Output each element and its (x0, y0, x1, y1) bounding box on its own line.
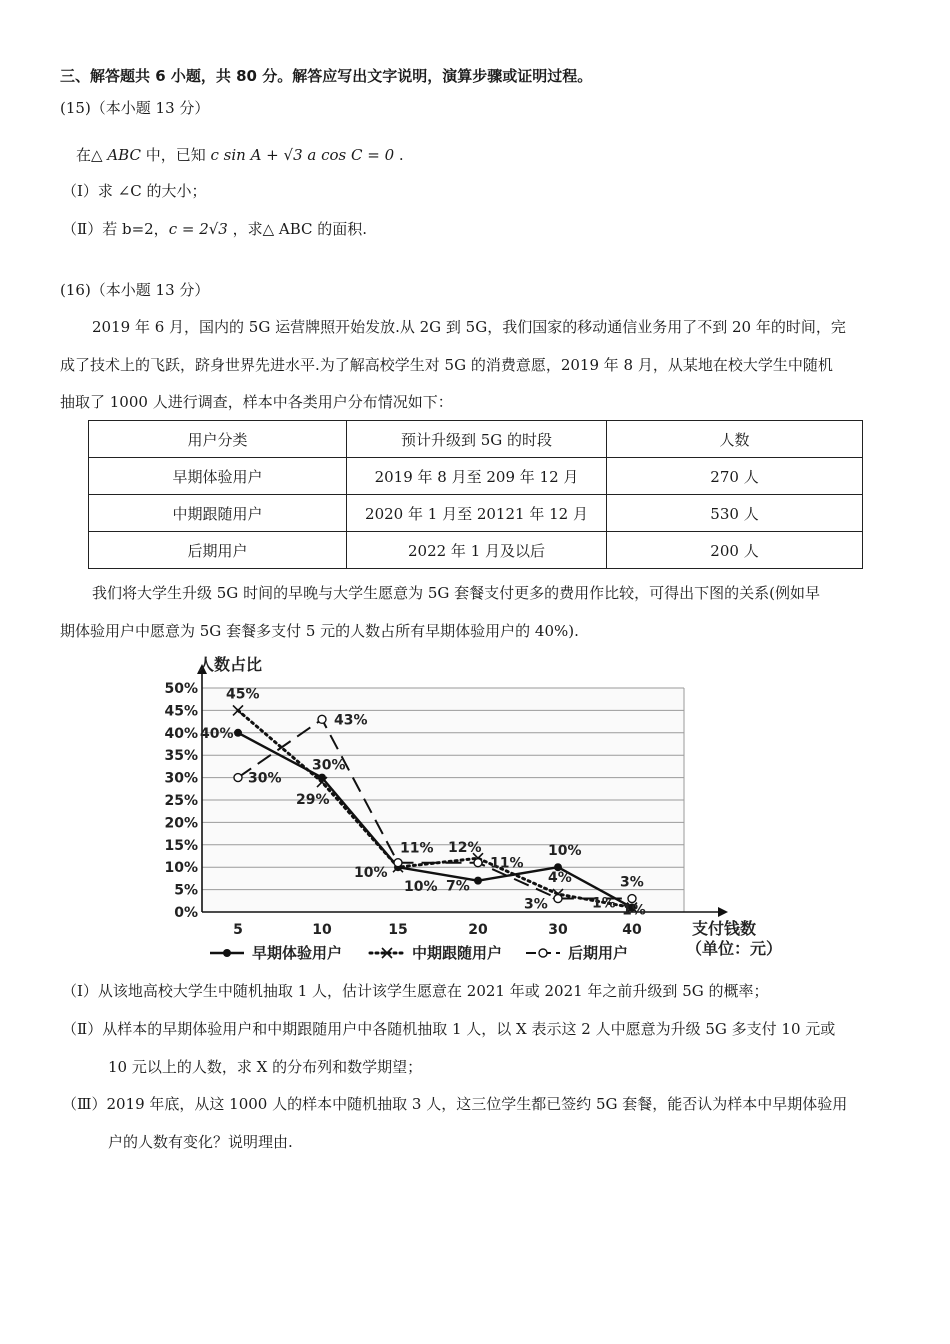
y-tick-label: 10% (164, 860, 198, 877)
data-point (474, 877, 482, 885)
q16-part2-line2: 10 元以上的人数，求 X 的分布列和数学期望； (108, 1058, 423, 1076)
y-tick-label: 15% (164, 837, 198, 854)
data-label: 4% (548, 870, 572, 887)
data-label: 1% (592, 895, 616, 912)
data-point (554, 895, 562, 903)
data-label: 30% (312, 757, 346, 774)
q16-number: (16)（本小题 13 分） (60, 281, 210, 299)
q16-part1: （Ⅰ）从该地高校大学生中随机抽取 1 人，估计该学生愿意在 2021 年或 2021 年之前升级到 5G 的概率； (62, 982, 769, 1000)
q16-intro-line2: 成了技术上的飞跃，跻身世界先进水平.为了解高校学生对 5G 的消费意愿，2019 年 8 月，从某地在校大学生中随机 (60, 356, 833, 374)
data-point (318, 715, 326, 723)
table-cell: 200 人 (607, 532, 863, 569)
data-label: 10% (354, 865, 388, 882)
data-point (234, 729, 242, 737)
x-tick-label: 5 (233, 922, 243, 938)
data-label: 1% (622, 902, 646, 919)
q15-given (76, 145, 404, 165)
q16-part3-line1: （Ⅲ）2019 年底，从这 1000 人的样本中随机抽取 3 人，这三位学生都已签约 5G 套餐，能否认为样本中早期体验用 (62, 1095, 848, 1113)
data-point (628, 895, 636, 903)
table-cell: 530 人 (607, 495, 863, 532)
table-row (89, 458, 863, 495)
data-label: 40% (200, 725, 234, 742)
x-tick-label: 10 (312, 922, 332, 938)
y-tick-label: 25% (164, 793, 198, 809)
y-tick-label: 40% (164, 725, 198, 742)
data-label: 45% (226, 686, 260, 703)
user-distribution-table (88, 420, 863, 569)
data-label: 10% (404, 879, 438, 896)
legend-label: 早期体验用户 (252, 944, 343, 962)
table-header-cell: 人数 (607, 421, 863, 458)
y-axis-title: 人数占比 (198, 655, 263, 674)
x-tick-label: 20 (468, 922, 488, 938)
x-axis-unit: （单位：元） (686, 939, 783, 958)
y-tick-label: 45% (164, 703, 198, 720)
q15-given-abc: ABC (107, 146, 141, 164)
q15-part2-prefix: （Ⅱ）若 b=2， (62, 220, 169, 238)
q16-part2-line1: （Ⅱ）从样本的早期体验用户和中期跟随用户中各随机抽取 1 人，以 X 表示这 2 人中愿意为升级 5G 多支付 10 元或 (62, 1020, 836, 1038)
data-label: 3% (620, 874, 644, 891)
data-label: 3% (524, 896, 548, 913)
data-label: 30% (248, 770, 282, 787)
table-header-cell: 预计升级到 5G 的时段 (347, 421, 607, 458)
x-tick-label: 40 (622, 922, 642, 938)
table-row (89, 495, 863, 532)
table-cell: 2020 年 1 月至 20121 年 12 月 (347, 495, 607, 532)
data-point (474, 859, 482, 867)
data-point (223, 949, 231, 957)
y-tick-label: 30% (164, 770, 198, 787)
q16-intro-line3: 抽取了 1000 人进行调查，样本中各类用户分布情况如下： (60, 393, 453, 411)
q16-intro-line1: 2019 年 6 月，国内的 5G 运营牌照开始发放.从 2G 到 5G，我们国家的移动通信业务用了不到 20 年的时间，完 (92, 318, 846, 336)
data-label: 7% (446, 878, 470, 895)
data-label: 29% (296, 792, 330, 809)
data-point (234, 774, 242, 782)
y-tick-label: 50% (164, 681, 198, 697)
x-tick-label: 30 (548, 922, 568, 938)
y-tick-label: 20% (164, 815, 198, 832)
q15-number: (15)（本小题 13 分） (60, 99, 210, 117)
table-cell: 中期跟随用户 (89, 495, 347, 532)
table-cell: 2022 年 1 月及以后 (347, 532, 607, 569)
q15-given-formula: c sin A + √3 a cos C = 0 (210, 146, 395, 164)
q15-given-mid: 中，已知 (140, 146, 211, 164)
table-cell: 早期体验用户 (89, 458, 347, 495)
data-label: 12% (448, 840, 482, 857)
y-tick-label: 0% (174, 905, 198, 921)
data-label: 11% (490, 855, 524, 872)
table-header-row (89, 421, 863, 458)
table-header-cell: 用户分类 (89, 421, 347, 458)
payment-share-chart (150, 648, 810, 968)
q15-part2 (62, 219, 367, 239)
x-tick-label: 15 (388, 922, 408, 938)
q16-part3-line2: 户的人数有变化？说明理由. (108, 1133, 293, 1151)
q15-given-end: . (394, 146, 404, 164)
legend-label: 中期跟随用户 (412, 944, 503, 962)
table-cell: 270 人 (607, 458, 863, 495)
data-point (394, 859, 402, 867)
q16-compare-line1: 我们将大学生升级 5G 时间的早晚与大学生愿意为 5G 套餐支付更多的费用作比较，可得出下图的关系(例如早 (92, 584, 820, 602)
x-axis-arrow (718, 907, 728, 917)
q16-compare-line2: 期体验用户中愿意为 5G 套餐多支付 5 元的人数占所有早期体验用户的 40%). (60, 622, 579, 640)
q15-part1: （Ⅰ）求 ∠C 的大小； (62, 182, 207, 200)
y-tick-label: 35% (164, 748, 198, 765)
q15-part2-c: c = 2√3 (168, 220, 228, 238)
table-cell: 后期用户 (89, 532, 347, 569)
q15-given-prefix: 在△ (76, 146, 108, 164)
section-heading: 三、解答题共 6 小题，共 80 分。解答应写出文字说明，演算步骤或证明过程。 (60, 67, 593, 85)
data-label: 11% (400, 840, 434, 857)
table-cell: 2019 年 8 月至 209 年 12 月 (347, 458, 607, 495)
y-tick-label: 5% (174, 882, 198, 899)
data-label: 10% (548, 843, 582, 860)
data-label: 43% (334, 712, 368, 729)
q15-part2-suffix: ，求△ ABC 的面积. (227, 220, 368, 238)
legend-label: 后期用户 (568, 944, 629, 962)
table-row (89, 532, 863, 569)
x-axis-title: 支付钱数 (692, 919, 757, 938)
data-point (539, 949, 547, 957)
